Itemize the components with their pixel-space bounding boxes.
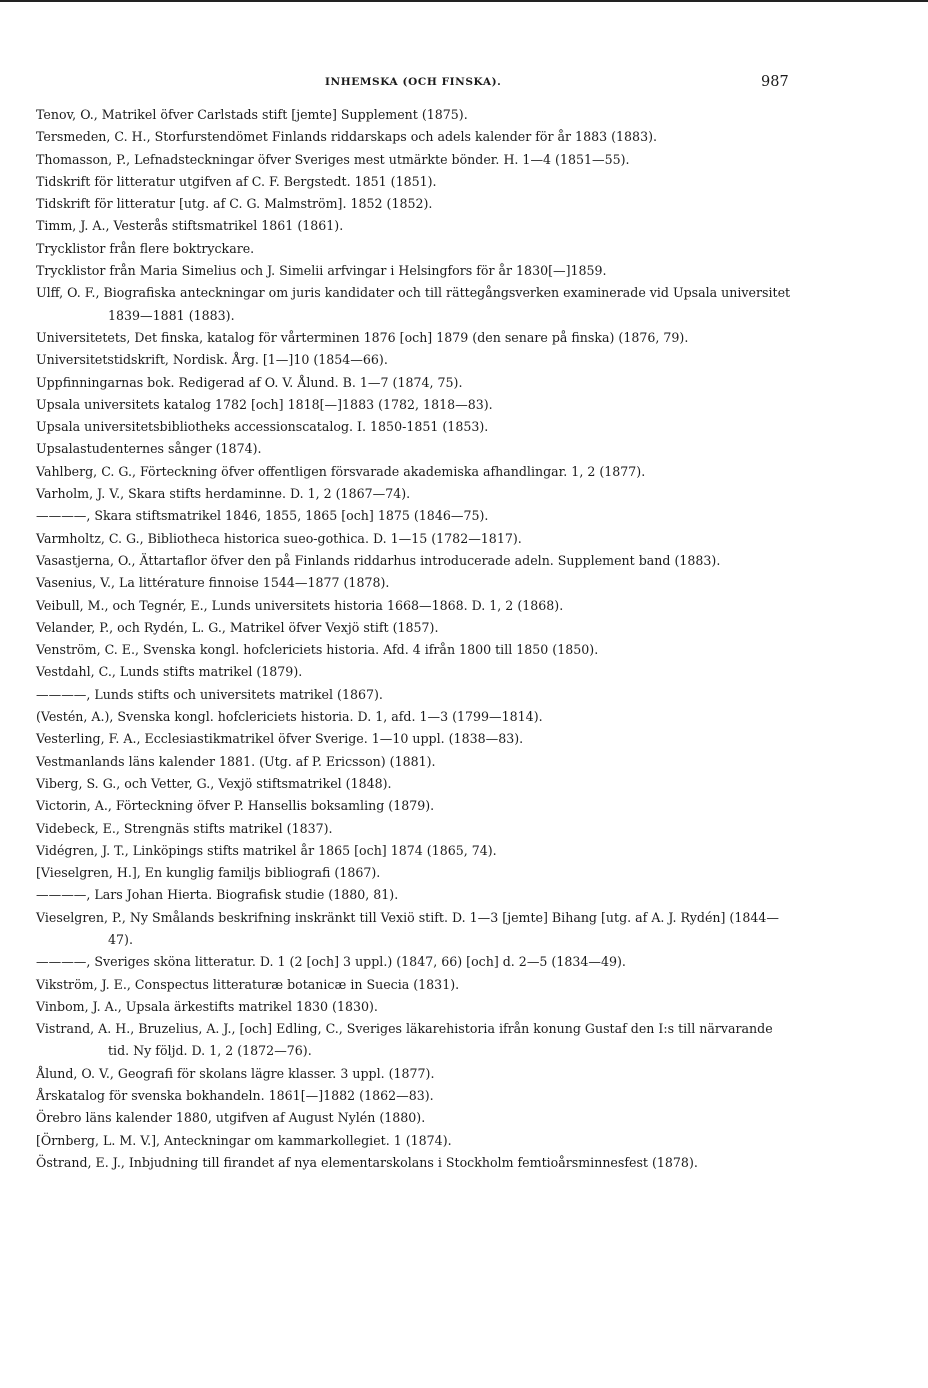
bibliography-entry: Tidskrift för litteratur utgifven af C. F. Bergstedt. 1851 (1851).	[36, 173, 437, 189]
bibliography-entry: [Örnberg, L. M. V.], Anteckningar om kammarkollegiet. 1 (1874).	[36, 1132, 452, 1148]
bibliography-entry: Varmholtz, C. G., Bibliotheca historica sueo-gothica. D. 1—15 (1782—1817).	[36, 530, 522, 546]
bibliography-entry: Timm, J. A., Vesterås stiftsmatrikel 1861 (1861).	[36, 218, 344, 234]
bibliography-entry: Ålund, O. V., Geografi för skolans lägre klasser. 3 uppl. (1877).	[36, 1065, 435, 1081]
page-number: 987	[761, 74, 789, 90]
bibliography-entry: [Vieselgren, H.], En kunglig familjs bibliografi (1867).	[36, 865, 381, 881]
bibliography-entry: Tenov, O., Matrikel öfver Carlstads stift [jemte] Supplement (1875).	[36, 107, 468, 122]
bibliography-entry: ————, Skara stiftsmatrikel 1846, 1855, 1865 [och] 1875 (1846—75).	[36, 508, 489, 524]
bibliography-entry: Vestdahl, C., Lunds stifts matrikel (1879).	[36, 664, 303, 680]
page-header	[0, 74, 928, 94]
top-rule	[0, 0, 928, 2]
bibliography-entry: Vikström, J. E., Conspectus litteraturæ botanicæ in Suecia (1831).	[36, 976, 460, 992]
bibliography-entry: Upsala universitetsbibliotheks accessionscatalog. I. 1850-1851 (1853).	[36, 419, 489, 435]
bibliography-entry: Universitetstidskrift, Nordisk. Årg. [1—]10 (1854—66).	[36, 352, 388, 368]
bibliography-entry: Östrand, E. J., Inbjudning till firandet af nya elementarskolans i Stockholm femtioårsminnesfest (1878).	[36, 1154, 698, 1170]
bibliography-entry: Varholm, J. V., Skara stifts herdaminne. D. 1, 2 (1867—74).	[36, 486, 411, 502]
running-head: INHEMSKA (OCH FINSKA).	[325, 76, 502, 88]
bibliography-entry: Vasenius, V., La littérature finnoise 1544—1877 (1878).	[36, 575, 390, 591]
bibliography-entry: Viberg, S. G., och Vetter, G., Vexjö stiftsmatrikel (1848).	[36, 775, 392, 791]
bibliography-entry: ————, Lunds stifts och universitets matrikel (1867).	[36, 686, 383, 702]
bibliography-entry: Upsala universitets katalog 1782 [och] 1818[—]1883 (1782, 1818—83).	[36, 396, 493, 412]
bibliography-entry: Trycklistor från flere boktryckare.	[36, 240, 255, 256]
bibliography-entry: ————, Sveriges sköna litteratur. D. 1 (2 [och] 3 uppl.) (1847, 66) [och] d. 2—5 (1834—49).	[36, 954, 626, 970]
bibliography-list	[36, 104, 796, 1174]
bibliography-entry: Tidskrift för litteratur [utg. af C. G. Malmström]. 1852 (1852).	[36, 196, 433, 212]
bibliography-entry: Upsalastudenternes sånger (1874).	[36, 441, 262, 457]
bibliography-entry: Vistrand, A. H., Bruzelius, A. J., [och] Edling, C., Sveriges läkarehistoria ifrån konung Gustaf den I:s till närvarande tid. Ny följd. D. 1, 2 (1872—76).	[36, 1021, 773, 1059]
bibliography-entry: Örebro läns kalender 1880, utgifven af August Nylén (1880).	[36, 1110, 426, 1126]
bibliography-entry: Vestmanlands läns kalender 1881. (Utg. af P. Ericsson) (1881).	[36, 753, 436, 769]
bibliography-entry: Universitetets, Det finska, katalog för vårterminen 1876 [och] 1879 (den senare på finska) (1876, 79).	[36, 329, 689, 345]
bibliography-entry: Tersmeden, C. H., Storfurstendömet Finlands riddarskaps och adels kalender för år 1883 (1883).	[36, 129, 657, 145]
bibliography-entry: Trycklistor från Maria Simelius och J. Simelii arfvingar i Helsingfors för år 1830[—]1859.	[36, 263, 607, 279]
bibliography-entry: Veibull, M., och Tegnér, E., Lunds universitets historia 1668—1868. D. 1, 2 (1868).	[36, 597, 564, 613]
bibliography-entry: ————, Lars Johan Hierta. Biografisk studie (1880, 81).	[36, 887, 399, 903]
bibliography-entry: Velander, P., och Rydén, L. G., Matrikel öfver Vexjö stift (1857).	[36, 619, 439, 635]
bibliography-entry: Venström, C. E., Svenska kongl. hofclericiets historia. Afd. 4 ifrån 1800 till 1850 (1850).	[36, 642, 599, 658]
bibliography-entry: Vesterling, F. A., Ecclesiastikmatrikel öfver Sverige. 1—10 uppl. (1838—83).	[36, 731, 524, 747]
bibliography-entry: Ulff, O. F., Biografiska anteckningar om juris kandidater och till rättegångsverken examinerade vid Upsala universitet 1839—1881 (1883).	[36, 285, 791, 323]
bibliography-entry: Vasastjerna, O., Ättartaflor öfver den på Finlands riddarhus introducerade adeln. Supplement band (1883).	[36, 552, 721, 568]
bibliography-entry: Thomasson, P., Lefnadsteckningar öfver Sveriges mest utmärkte bönder. H. 1—4 (1851—55).	[36, 151, 630, 167]
bibliography-entry: Vidégren, J. T., Linköpings stifts matrikel år 1865 [och] 1874 (1865, 74).	[36, 842, 497, 858]
bibliography-entry: (Vestén, A.), Svenska kongl. hofclericiets historia. D. 1, afd. 1—3 (1799—1814).	[36, 709, 543, 725]
bibliography-entry: Vieselgren, P., Ny Smålands beskrifning inskränkt till Vexiö stift. D. 1—3 [jemte] Bihang [utg. af A. J. Rydén] (1844—47).	[36, 909, 779, 947]
bibliography-entry: Vinbom, J. A., Upsala ärkestifts matrikel 1830 (1830).	[36, 998, 378, 1014]
bibliography-entry: Videbeck, E., Strengnäs stifts matrikel (1837).	[36, 820, 333, 836]
bibliography-entry: Uppfinningarnas bok. Redigerad af O. V. Ålund. B. 1—7 (1874, 75).	[36, 374, 463, 390]
bibliography-entry: Vahlberg, C. G., Förteckning öfver offentligen försvarade akademiska afhandlingar. 1, 2 (1877).	[36, 463, 646, 479]
bibliography-entry: Victorin, A., Förteckning öfver P. Hansellis boksamling (1879).	[36, 798, 435, 814]
bibliography-entry: Årskatalog för svenska bokhandeln. 1861[—]1882 (1862—83).	[36, 1088, 434, 1104]
